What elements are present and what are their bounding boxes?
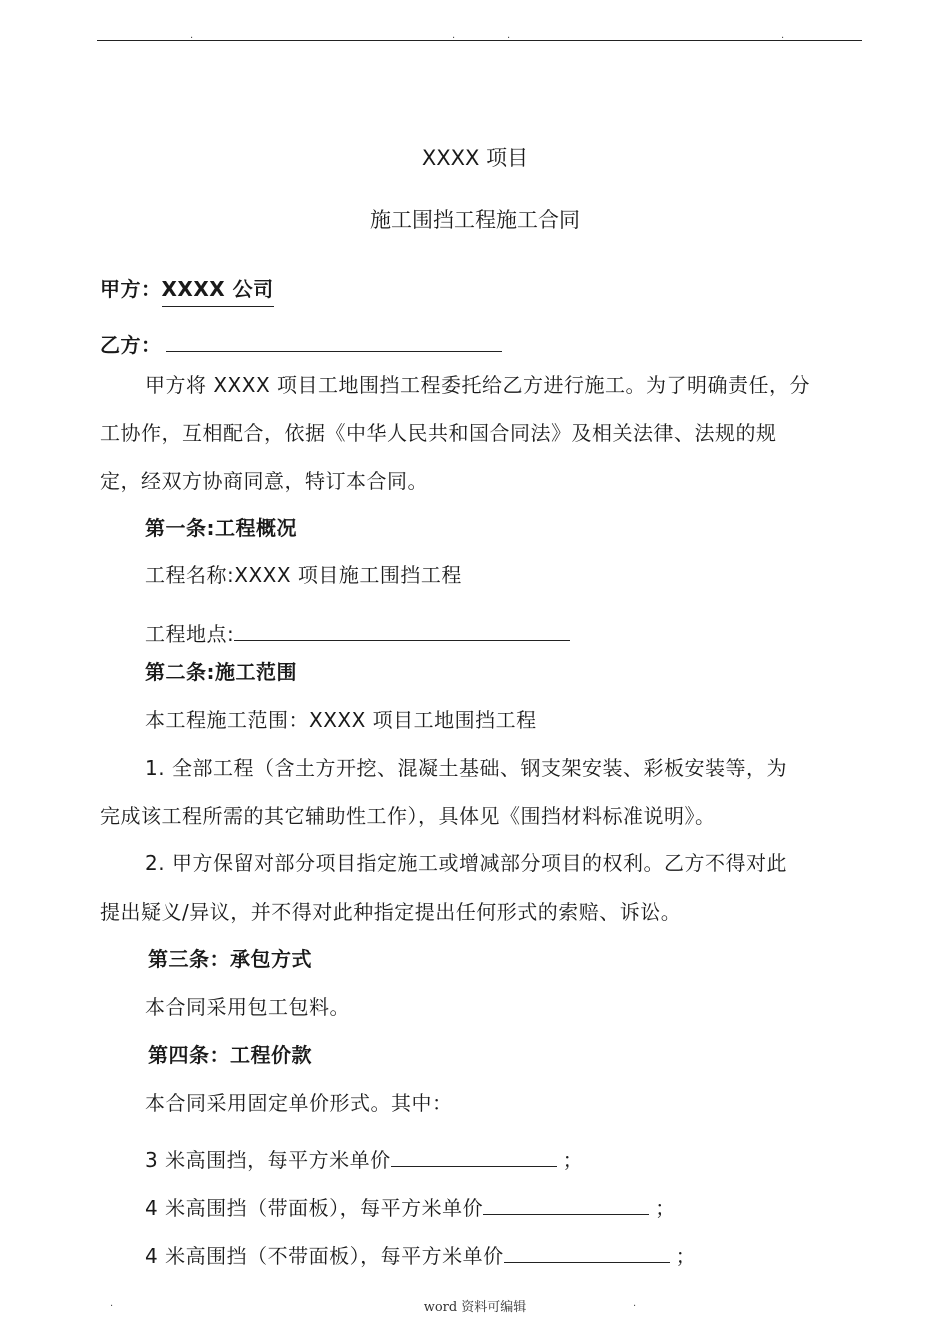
price-label: 4 米高围挡（带面板），每平方米单价 [145,1196,484,1220]
article2-item1: 1. 全部工程（含土方开挖、混凝土基础、钢支架安装、彩板安装等，为 [145,756,787,780]
price-label: 4 米高围挡（不带面板），每平方米单价 [145,1244,504,1268]
intro-line: 定，经双方协商同意，特订本合同。 [100,469,428,493]
intro-line: 工协作，互相配合，依据《中华人民共和国合同法》及相关法律、法规的规 [100,421,777,445]
price-line [145,1134,583,1173]
article4-heading: 第四条：工程价款 [148,1043,312,1067]
article2-item2: 2. 甲方保留对部分项目指定施工或增减部分项目的权利。乙方不得对此 [145,851,787,875]
price-line [145,1182,676,1221]
article3-heading: 第三条：承包方式 [148,947,312,971]
party-a-value: XXXX 公司 [162,273,274,307]
doc-title-line2: 施工围挡工程施工合同 [370,208,580,232]
party-b-blank [166,321,502,352]
price-terminator: ； [562,1148,584,1172]
article1-location [145,608,570,647]
location-label: 工程地点: [145,622,235,646]
price-terminator: ； [675,1244,697,1268]
header-dot: . [452,30,456,41]
header-dot: . [190,30,194,41]
header-rule [97,40,862,41]
article2-item2: 提出疑义/异议，并不得对此种指定提出任何形式的索赔、诉讼。 [100,900,682,924]
price-terminator: ； [655,1196,676,1220]
footer-dot: . [110,1298,114,1309]
intro-line: 甲方将 XXXX 项目工地围挡工程委托给乙方进行施工。为了明确责任，分 [145,373,811,397]
price-blank [483,1182,649,1215]
footer-text: word 资料可编辑 [423,1300,527,1315]
article1-heading: 第一条:工程概况 [145,516,297,540]
party-b [100,321,502,358]
article2-heading: 第二条:施工范围 [145,660,297,684]
price-line [145,1230,696,1269]
header-dot: . [507,30,511,41]
article3-text: 本合同采用包工包料。 [145,995,350,1019]
price-blank [391,1134,557,1167]
article4-text: 本合同采用固定单价形式。其中： [145,1091,453,1115]
doc-title-line1: XXXX 项目 [421,146,529,170]
article2-scope: 本工程施工范围：XXXX 项目工地围挡工程 [145,708,537,732]
footer-dot: . [633,1298,637,1309]
article2-item1: 完成该工程所需的其它辅助性工作），具体见《围挡材料标准说明》。 [100,804,716,828]
article1-name: 工程名称:XXXX 项目施工围挡工程 [145,563,462,587]
party-a-label: 甲方： [100,277,162,301]
party-b-label: 乙方： [100,333,162,357]
header-dot: . [781,30,785,41]
party-a [100,273,274,307]
location-blank [234,608,570,641]
price-blank [504,1230,670,1263]
price-label: 3 米高围挡，每平方米单价 [145,1148,391,1172]
